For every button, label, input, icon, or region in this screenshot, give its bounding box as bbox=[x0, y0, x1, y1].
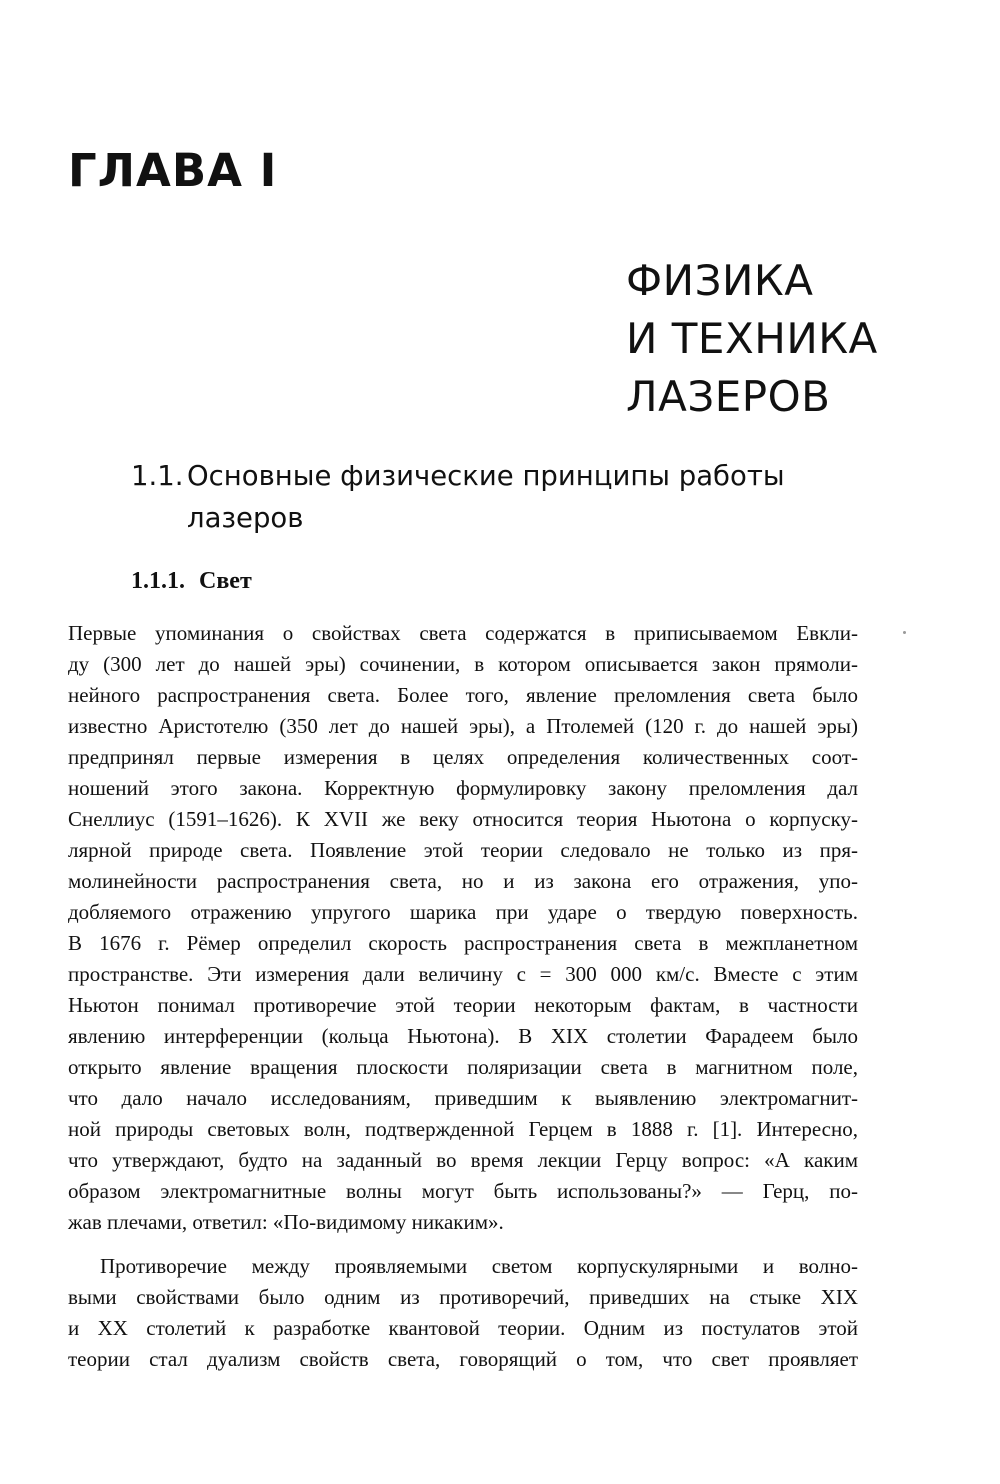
section-title-line: Основные физические принципы работы bbox=[187, 460, 785, 492]
text-line: известно Аристотелю (350 лет до нашей эры), а Птолемей (120 г. до нашей эры) bbox=[68, 714, 858, 738]
text-line: В 1676 г. Рёмер определил скорость распространения света в межпланетном bbox=[68, 931, 858, 955]
chapter-label: ГЛАВА I bbox=[68, 144, 278, 197]
chapter-title bbox=[626, 252, 878, 426]
chapter-title-line: ЛАЗЕРОВ bbox=[626, 372, 831, 421]
section-title-line: лазеров bbox=[187, 502, 304, 534]
chapter-title-line: ФИЗИКА bbox=[626, 256, 814, 305]
text-line: образом электромагнитные волны могут быть использованы?» — Герц, по- bbox=[68, 1179, 858, 1203]
text-line: ношений этого закона. Корректную формулировку закону преломления дал bbox=[68, 776, 858, 800]
text-line: Противоречие между проявляемыми светом корпускулярными и волно- bbox=[100, 1254, 858, 1278]
text-line: Первые упоминания о свойствах света содержатся в приписываемом Евкли- bbox=[68, 621, 858, 645]
subsection-title: Свет bbox=[199, 568, 252, 594]
text-line: ду (300 лет до нашей эры) сочинении, в котором описывается закон прямоли- bbox=[68, 652, 858, 676]
text-line: явлению интерференции (кольца Ньютона). В XIX столетии Фарадеем было bbox=[68, 1024, 858, 1048]
section-heading bbox=[131, 455, 785, 539]
subsection-heading bbox=[131, 566, 252, 596]
text-line: Ньютон понимал противоречие этой теории некоторым фактам, в частности bbox=[68, 993, 858, 1017]
chapter-title-line: И ТЕХНИКА bbox=[626, 314, 878, 363]
scan-speck bbox=[903, 631, 906, 634]
text-line: что утверждают, будто на заданный во время лекции Герцу вопрос: «А каким bbox=[68, 1148, 858, 1172]
text-line: добляемого отражению упругого шарика при ударе о твердую поверхность. bbox=[68, 900, 858, 924]
text-line: жав плечами, ответил: «По-видимому никаким». bbox=[68, 1210, 504, 1234]
text-line: пространстве. Эти измерения дали величину c = 300 000 км/с. Вместе с этим bbox=[68, 962, 858, 986]
text-line: выми свойствами было одним из противоречий, приведших на стыке XIX bbox=[68, 1285, 858, 1309]
text-line: ной природы световых волн, подтвержденной Герцем в 1888 г. [1]. Интересно, bbox=[68, 1117, 858, 1141]
text-line: теории стал дуализм свойств света, говорящий о том, что свет проявляет bbox=[68, 1347, 858, 1371]
text-line: лярной природе света. Появление этой теории следовало не только из пря- bbox=[68, 838, 858, 862]
text-line: предпринял первые измерения в целях определения количественных соот- bbox=[68, 745, 858, 769]
text-line: Снеллиус (1591–1626). К XVII же веку относится теория Ньютона о корпуску- bbox=[68, 807, 858, 831]
text-line: что дало начало исследованиям, приведшим к выявлению электромагнит- bbox=[68, 1086, 858, 1110]
text-line: открыто явление вращения плоскости поляризации света в магнитном поле, bbox=[68, 1055, 858, 1079]
text-line: нейного распространения света. Более того, явление преломления света было bbox=[68, 683, 858, 707]
text-line: молинейности распространения света, но и из закона его отражения, упо- bbox=[68, 869, 858, 893]
text-line: и XX столетий к разработке квантовой теории. Одним из постулатов этой bbox=[68, 1316, 858, 1340]
section-number: 1.1. bbox=[131, 460, 184, 492]
subsection-number: 1.1.1. bbox=[131, 568, 185, 594]
